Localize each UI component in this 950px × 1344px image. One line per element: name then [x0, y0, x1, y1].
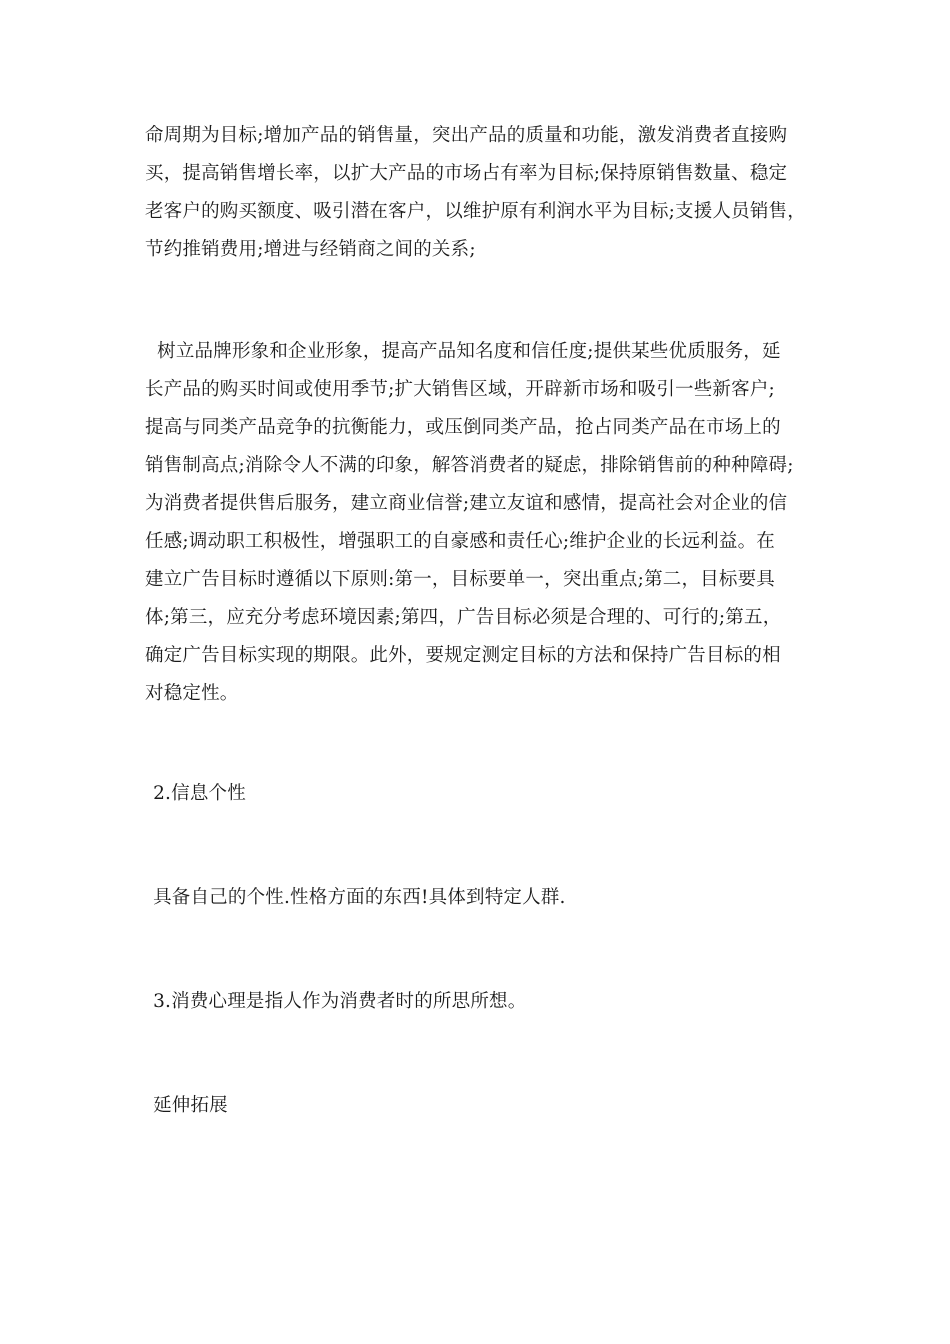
- paragraph-2-line-2: 长产品的购买时间或使用季节;扩大销售区域，开辟新市场和吸引一些新客户;: [145, 379, 775, 400]
- paragraph-2-line-3: 提高与同类产品竞争的抗衡能力，或压倒同类产品，抢占同类产品在市场上的: [145, 417, 781, 438]
- paragraph-1-line-4: 节约推销费用;增进与经销商之间的关系;: [145, 239, 476, 260]
- paragraph-1-line-3: 老客户的购买额度、吸引潜在客户，以维护原有利润水平为目标;支援人员销售，: [145, 201, 806, 222]
- section-heading-information-personality: 2.信息个性: [147, 783, 246, 804]
- paragraph-1-line-1: 命周期为目标;增加产品的销售量，突出产品的质量和功能，激发消费者直接购: [145, 125, 788, 146]
- paragraph-personality: 具备自己的个性.性格方面的东西!具体到特定人群.: [147, 887, 566, 908]
- paragraph-2-line-8: 体;第三，应充分考虑环境因素;第四，广告目标必须是合理的、可行的;第五，: [145, 607, 782, 628]
- paragraph-2-line-9: 确定广告目标实现的期限。此外，要规定测定目标的方法和保持广告目标的相: [145, 645, 781, 666]
- paragraph-1-line-2: 买，提高销售增长率，以扩大产品的市场占有率为目标;保持原销售数量、稳定: [145, 163, 788, 184]
- section-heading-consumer-psychology: 3.消费心理是指人作为消费者时的所思所想。: [147, 991, 527, 1012]
- paragraph-2-line-5: 为消费者提供售后服务，建立商业信誉;建立友谊和感情，提高社会对企业的信: [145, 493, 788, 514]
- paragraph-2-line-1: 树立品牌形象和企业形象，提高产品知名度和信任度;提供某些优质服务，延: [145, 341, 781, 362]
- paragraph-2-line-6: 任感;调动职工积极性，增强职工的自豪感和责任心;维护企业的长远利益。在: [145, 531, 775, 552]
- paragraph-2-line-10: 对稳定性。: [145, 683, 239, 704]
- section-heading-extension: 延伸拓展: [147, 1095, 228, 1116]
- paragraph-2-line-4: 销售制高点;消除令人不满的印象，解答消费者的疑虑，排除销售前的种种障碍;: [145, 455, 794, 476]
- paragraph-2-line-7: 建立广告目标时遵循以下原则:第一，目标要单一，突出重点;第二，目标要具: [145, 569, 775, 590]
